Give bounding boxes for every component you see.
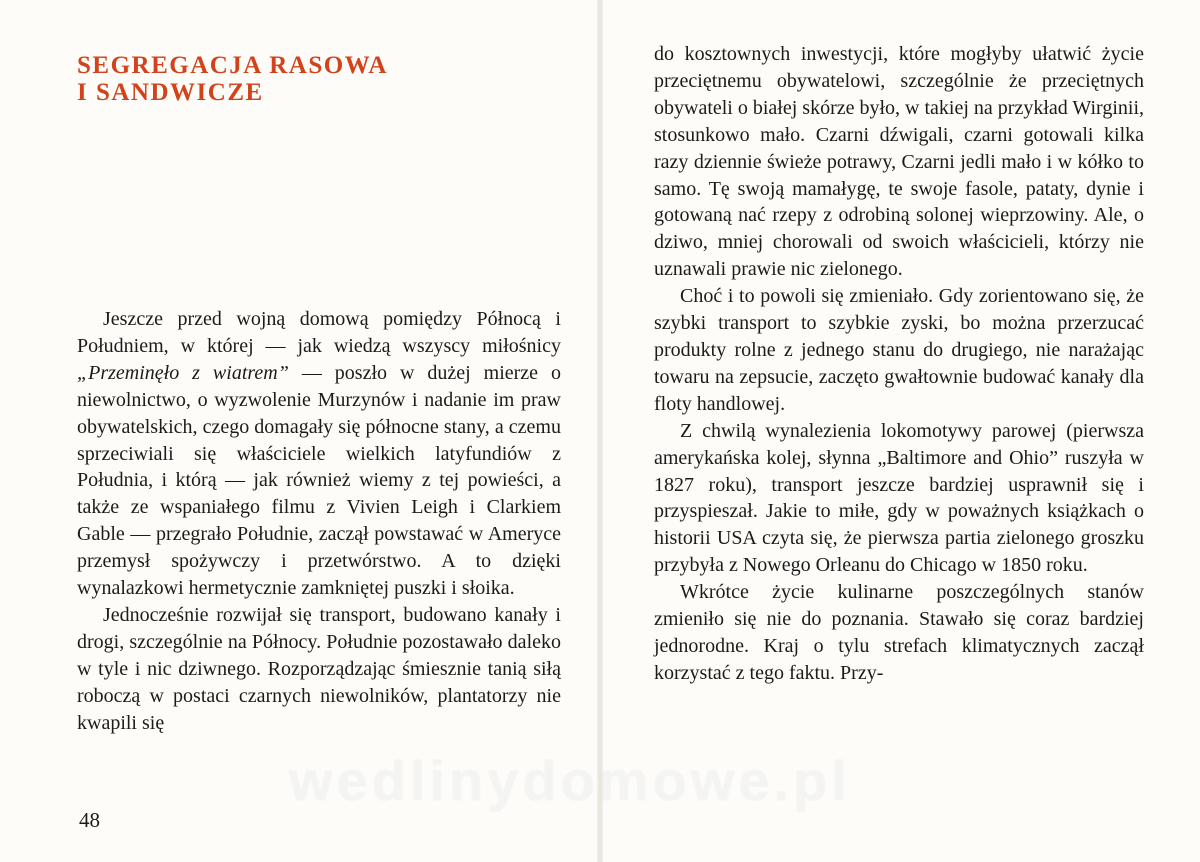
page-number: 48 bbox=[79, 808, 100, 832]
chapter-title bbox=[77, 52, 497, 106]
paragraph: Jednocześnie rozwijał się transport, budowano kanały i drogi, szczególnie na Północy. Południe pozostawało daleko w tyle i nic dziwnego. Rozporządzając śmiesznie tanią siłą roboczą w postaci czarnych niewolników, plantatorzy nie kwapili się bbox=[77, 603, 561, 734]
paragraph: do kosztownych inwestycji, które mogłyby ułatwić życie przeciętnemu obywatelowi, szczególnie że przeciętnych obywateli o białej skórze było, w takiej na przykład Wirginii, stosunkowo mało. Czarni dźwigali, czarni gotowali kilka razy dziennie świeże potrawy, Czarni jedli mało i w kółko to samo. Tę swoją mamałygę, te swoje fasole, pataty, dynie i gotowaną nać rzepy z odrobiną solonej wieprzowiny. Ale, o dziwo, mniej chorowali od swoich właścicieli, którzy nie uznawali prawie nic zielonego. bbox=[654, 43, 1144, 281]
right-page bbox=[600, 0, 1200, 862]
left-text-column bbox=[77, 306, 561, 737]
chapter-title-line-2: I SANDWICZE bbox=[77, 79, 264, 106]
paragraph: Wkrótce życie kulinarne poszczególnych stanów zmieniło się nie do poznania. Stawało się coraz bardziej jednorodne. Kraj o tylu strefach klimatycznych zaczął korzystać z tego faktu. Przy- bbox=[654, 581, 1144, 684]
paragraph bbox=[77, 306, 561, 602]
site-watermark: wedlinydomowe.pl bbox=[289, 749, 851, 812]
book-title-italic: „Przeminęło z wiatrem” bbox=[77, 361, 289, 384]
paragraph-text: Jeszcze przed wojną domową pomiędzy Północą i Południem, w której — jak wiedzą wszyscy miłośnicy bbox=[77, 308, 561, 357]
paragraph-text: — poszło w dużej mierze o niewolnictwo, o wyzwolenie Murzynów i nadanie im praw obywatelskich, czego domagały się północne stany, a czemu sprzeciwiali się właściciele wielkich latyfundiów z Południa, i którą — jak również wiemy z tej powieści, a także ze wspaniałego filmu z Vivien Leigh i Clarkiem Gable — przegrało Południe, zaczął powstawać w Ameryce przemysł spożywczy i przetwórstwo. A to dzięki wynalazkowi hermetycznie zamkniętej puszki i słoika. bbox=[77, 361, 561, 600]
right-text-column bbox=[654, 41, 1144, 687]
paragraph: Z chwilą wynalezienia lokomotywy parowej (pierwsza amerykańska kolej, słynna „Baltimore and Ohio” ruszyła w 1827 roku), transport jeszcze bardziej usprawnił się i przyspieszał. Jakie to miłe, gdy w poważnych książkach o historii USA czyta się, że pierwsza partia zielonego groszku przybyła z Nowego Orleanu do Chicago w 1850 roku. bbox=[654, 419, 1144, 577]
chapter-title-line-1: SEGREGACJA RASOWA bbox=[77, 52, 388, 79]
paragraph: Choć i to powoli się zmieniało. Gdy zorientowano się, że szybki transport to szybkie zyski, bo można przerzucać produkty rolne z jednego stanu do drugiego, nie narażając towaru na zepsucie, zaczęto gwałtownie budować kanały dla floty handlowej. bbox=[654, 285, 1144, 415]
